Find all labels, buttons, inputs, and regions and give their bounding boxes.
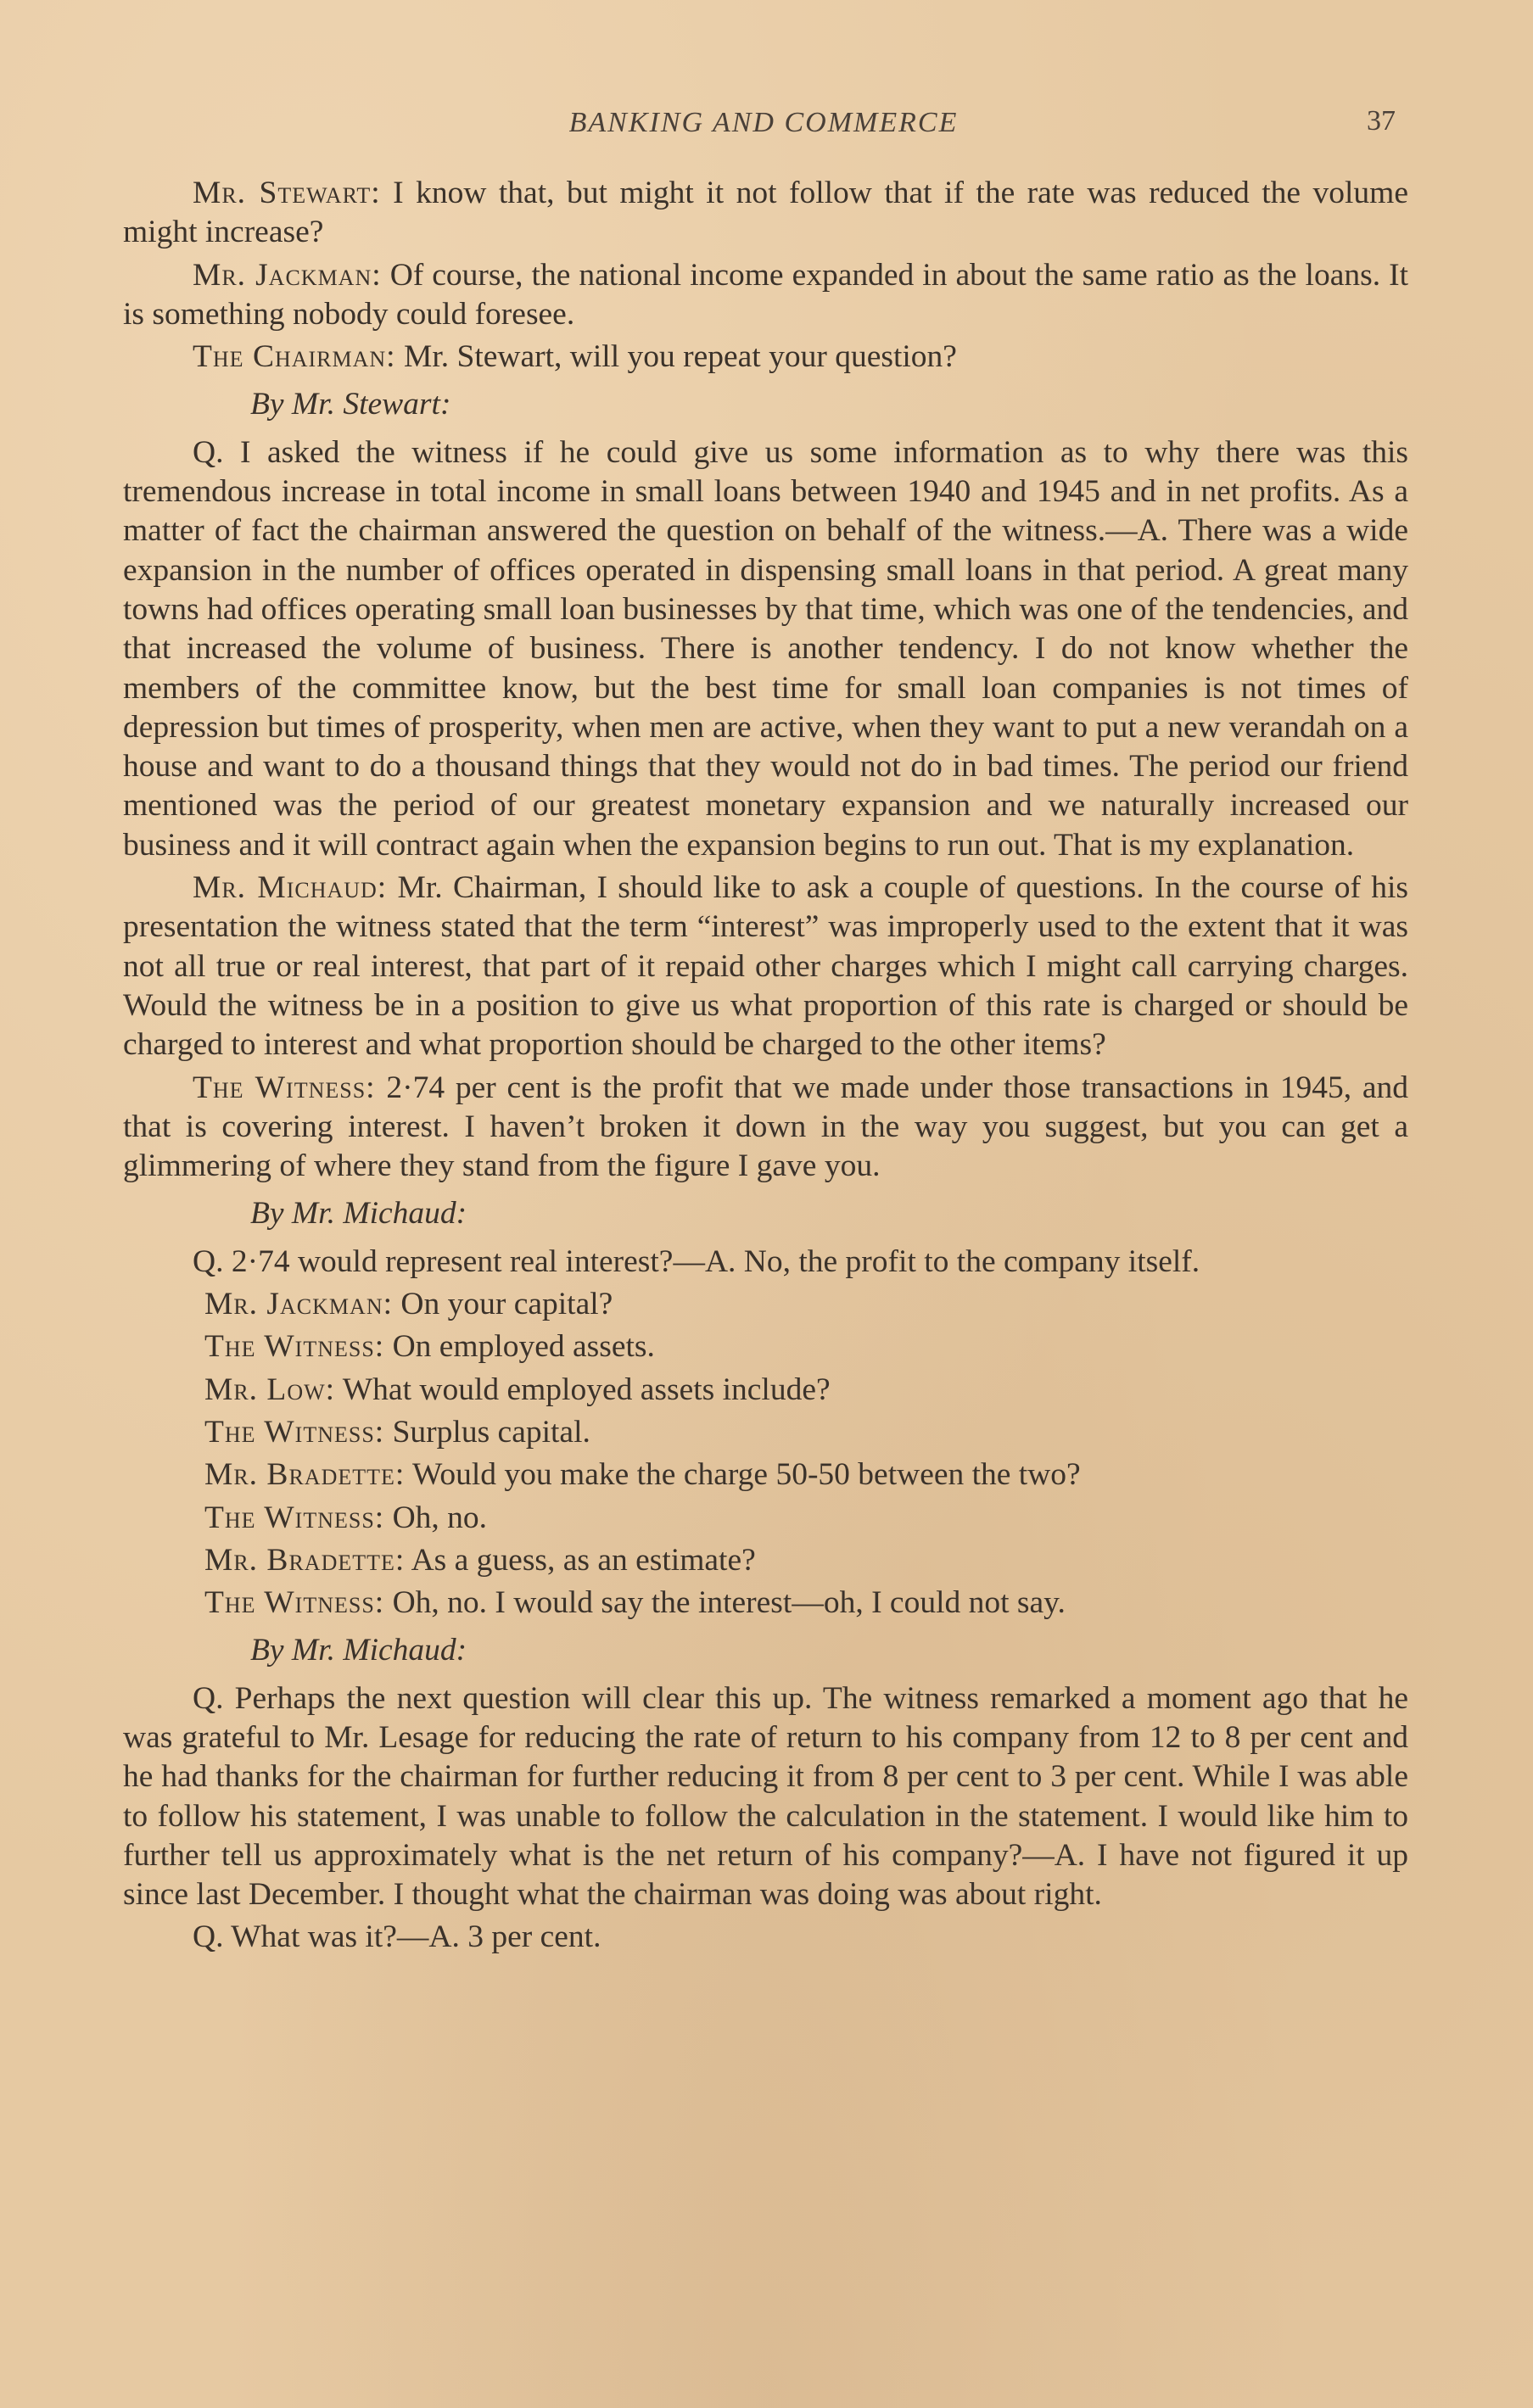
body-text (123, 174, 1408, 1961)
examiner-heading: By Mr. Michaud: (250, 1196, 467, 1232)
speaker-name: Mr. Jackman: (204, 1287, 394, 1322)
dialogue-line (123, 1327, 1408, 1366)
paragraph-text: Q. 2·74 would represent real interest?—A. No, the profit to the company itself. (193, 1243, 1200, 1279)
paragraph-text: Would you make the charge 50-50 between the two? (405, 1457, 1081, 1493)
paragraph (123, 869, 1408, 1064)
paragraph-text: As a guess, as an estimate? (405, 1542, 756, 1578)
running-title: BANKING AND COMMERCE (568, 107, 959, 138)
dialogue-line (123, 1285, 1408, 1324)
paragraph-text: Q. Perhaps the next question will clear this up. The witness remarked a moment ago that he was grateful to Mr. Lesage for reducing the rate of return to his company from 12 to 8 per cent and he had thanks for the chairman for further reducing it from 8 per cent to 3 per cent. While I was able to follow his statement, I was unable to follow the calculation in the statement. I would like him to further tell us approximately what is the net return of his company?—A. I have not figured it up since last December. I thought what the chairman was doing was about right. (123, 1680, 1408, 1913)
paragraph-text: On employed assets. (384, 1329, 655, 1365)
dialogue-line (123, 1541, 1408, 1580)
running-header (0, 103, 1533, 146)
speaker-name: Mr. Michaud: (193, 870, 388, 906)
paragraph-text: Mr. Stewart, will you repeat your question? (395, 339, 957, 375)
examiner-heading: By Mr. Stewart: (250, 387, 451, 422)
speaker-name: The Chairman: (193, 339, 396, 375)
paragraph (123, 1918, 1408, 1957)
paragraph (123, 174, 1408, 253)
paragraph (123, 433, 1408, 865)
speaker-name: Mr. Jackman: (193, 257, 382, 293)
dialogue-line (123, 1499, 1408, 1538)
paragraph-text: Oh, no. I would say the interest—oh, I could not say. (384, 1585, 1066, 1621)
speaker-name: The Witness: (204, 1329, 385, 1365)
paragraph-text: On your capital? (393, 1287, 613, 1322)
paragraph-text: 2·74 per cent is the profit that we made under those transactions in 1945, and that is covering interest. I haven’t broken it down in the way you suggest, but you can get a glimmering of where they stand from the figure I gave you. (123, 1070, 1408, 1184)
paragraph-text: Mr. Chairman, I should like to ask a couple of questions. In the course of his presentation the witness stated that the term “interest” was improperly used to the extent that it was not all true or real interest, that part of it repaid other charges which I might call carrying charges. Would the witness be in a position to give us what proportion of this rate is charged or should be charged to interest and what proportion should be charged to the other items? (123, 870, 1408, 1063)
page-number: 37 (1367, 105, 1396, 137)
dialogue-line (123, 1455, 1408, 1495)
paragraph-text: Oh, no. (384, 1500, 488, 1535)
paragraph-text: Q. I asked the witness if he could give us some information as to why there was this tremendous increase in total income in small loans between 1940 and 1945 and in net profits. As a matter of fact the chairman answered the question on behalf of the witness.—A. There was a wide expansion in the number of offices operated in dispensing small loans in that period. A great many towns had offices operating small loan businesses by that time, which was one of the tendencies, and that increased the volume of business. There is another tendency. I do not know whether the members of the committee know, but the best time for small loan companies is not times of depression but times of prosperity, when men are active, when they want to put a new verandah on a house and want to do a thousand things that they would not do in bad times. The period our friend mentioned was the period of our greatest monetary expansion and we naturally increased our business and it will contract again when the expansion begins to run out. That is my explanation. (123, 434, 1408, 863)
speaker-name: Mr. Bradette: (204, 1457, 406, 1493)
dialogue-line (123, 1413, 1408, 1452)
paragraph-text: Of course, the national income expanded in about the same ratio as the loans. It is something nobody could foresee. (123, 257, 1408, 332)
speaker-name: The Witness: (193, 1070, 376, 1105)
speaker-name: Mr. Bradette: (204, 1542, 406, 1578)
examiner-heading: By Mr. Michaud: (250, 1633, 467, 1668)
speaker-name: Mr. Low: (204, 1372, 336, 1407)
paragraph-text: Q. What was it?—A. 3 per cent. (193, 1919, 601, 1955)
speaker-name: Mr. Stewart: (193, 176, 381, 210)
speaker-name: The Witness: (204, 1414, 385, 1450)
paragraph (123, 1069, 1408, 1187)
paragraph-text: What would employed assets include? (335, 1372, 831, 1407)
speaker-name: The Witness: (204, 1500, 385, 1535)
paragraph (123, 1679, 1408, 1915)
speaker-name: The Witness: (204, 1585, 385, 1621)
dialogue-line (123, 1584, 1408, 1623)
paragraph (123, 1243, 1408, 1282)
paragraph (123, 256, 1408, 335)
dialogue-line (123, 1371, 1408, 1410)
paragraph-text: Surplus capital. (384, 1414, 590, 1450)
paragraph-text: I know that, but might it not follow that if the rate was reduced the volume might increase? (123, 176, 1408, 250)
paragraph (123, 338, 1408, 377)
